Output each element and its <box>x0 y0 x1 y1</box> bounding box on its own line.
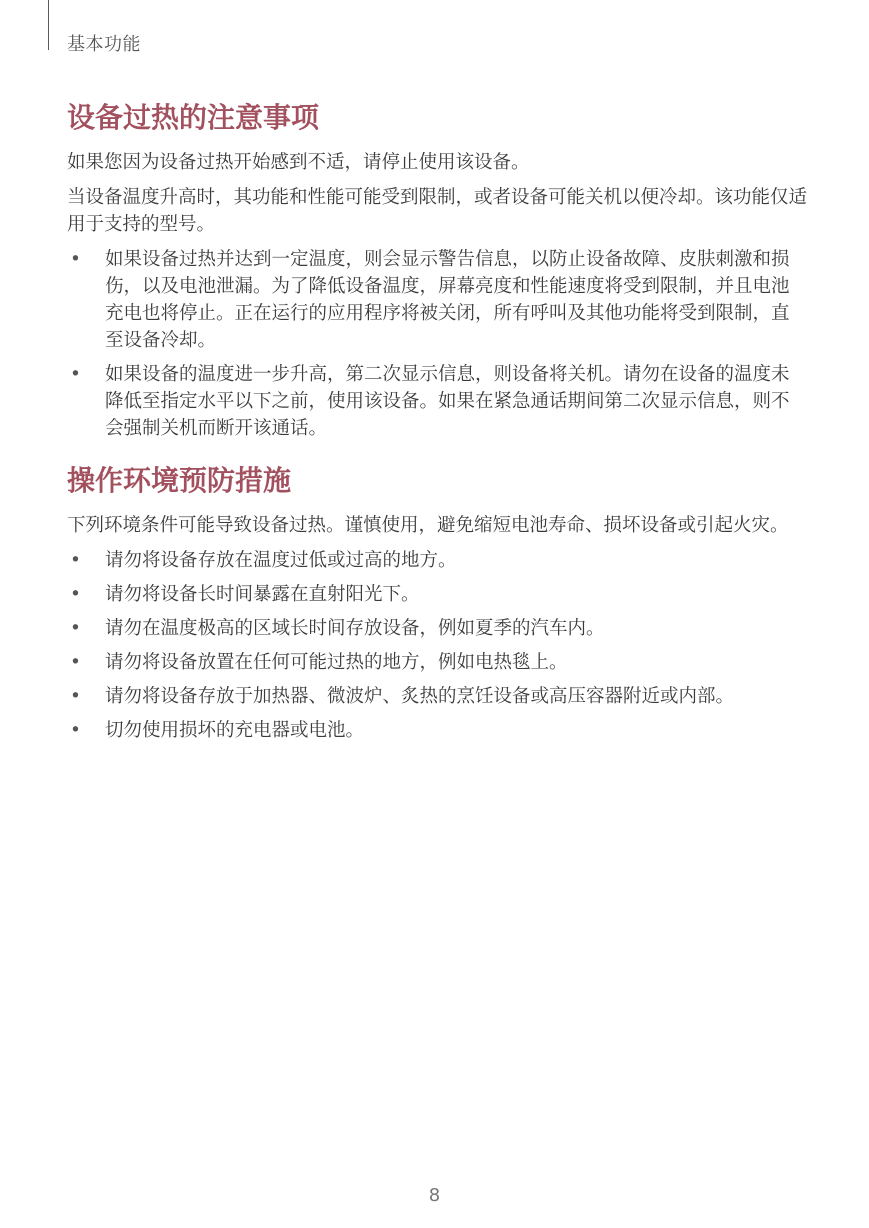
paragraph: 下列环境条件可能导致设备过热。谨慎使用，避免缩短电池寿命、损坏设备或引起火灾。 <box>67 515 789 536</box>
bullet-icon: • <box>70 686 81 707</box>
list-item <box>67 717 807 744</box>
list-item <box>67 649 807 676</box>
list-item-text: 切勿使用损坏的充电器或电池。 <box>105 720 365 741</box>
bullet-icon: • <box>70 550 81 571</box>
running-header: 基本功能 <box>67 34 141 55</box>
section-title-environment: 操作环境预防措施 <box>67 464 292 497</box>
list-item-text: 如果设备的温度进一步升高，第二次显示信息，则设备将关机。请勿在设备的温度未降低至指定水平以下之前，使用该设备。如果在紧急通话期间第二次显示信息，则不会强制关机而断开该通话。 <box>105 364 790 439</box>
paragraph: 如果您因为设备过热开始感到不适，请停止使用该设备。 <box>67 152 530 173</box>
section-overheating <box>67 97 807 449</box>
paragraph: 当设备温度升高时，其功能和性能可能受到限制，或者设备可能关机以便冷却。该功能仅适用于支持的型号。 <box>67 187 808 235</box>
list-item <box>67 246 807 354</box>
bullet-icon: • <box>70 364 81 385</box>
bullet-list <box>67 246 807 442</box>
list-item-text: 如果设备过热并达到一定温度，则会显示警告信息，以防止设备故障、皮肤刺激和损伤，以及电池泄漏。为了降低设备温度，屏幕亮度和性能速度将受到限制，并且电池充电也将停止。正在运行的应用程序将被关闭，所有呼叫及其他功能将受到限制，直至设备冷却。 <box>105 249 790 351</box>
bullet-icon: • <box>70 584 81 605</box>
list-item <box>67 547 807 574</box>
section-title-overheating: 设备过热的注意事项 <box>67 101 320 134</box>
list-item <box>67 615 807 642</box>
list-item-text: 请勿将设备存放在温度过低或过高的地方。 <box>105 550 457 571</box>
list-item-text: 请勿将设备长时间暴露在直射阳光下。 <box>105 584 420 605</box>
bullet-icon: • <box>70 720 81 741</box>
section-environment <box>67 460 807 751</box>
list-item <box>67 361 807 442</box>
page-margin-rule <box>48 0 49 50</box>
list-item-text: 请勿将设备存放于加热器、微波炉、炙热的烹饪设备或高压容器附近或内部。 <box>105 686 735 707</box>
bullet-list <box>67 547 807 744</box>
list-item-text: 请勿将设备放置在任何可能过热的地方，例如电热毯上。 <box>105 652 568 673</box>
list-item <box>67 581 807 608</box>
page-number: 8 <box>428 1185 441 1206</box>
list-item <box>67 683 807 710</box>
bullet-icon: • <box>70 618 81 639</box>
bullet-icon: • <box>70 652 81 673</box>
bullet-icon: • <box>70 249 81 270</box>
list-item-text: 请勿在温度极高的区域长时间存放设备，例如夏季的汽车内。 <box>105 618 605 639</box>
